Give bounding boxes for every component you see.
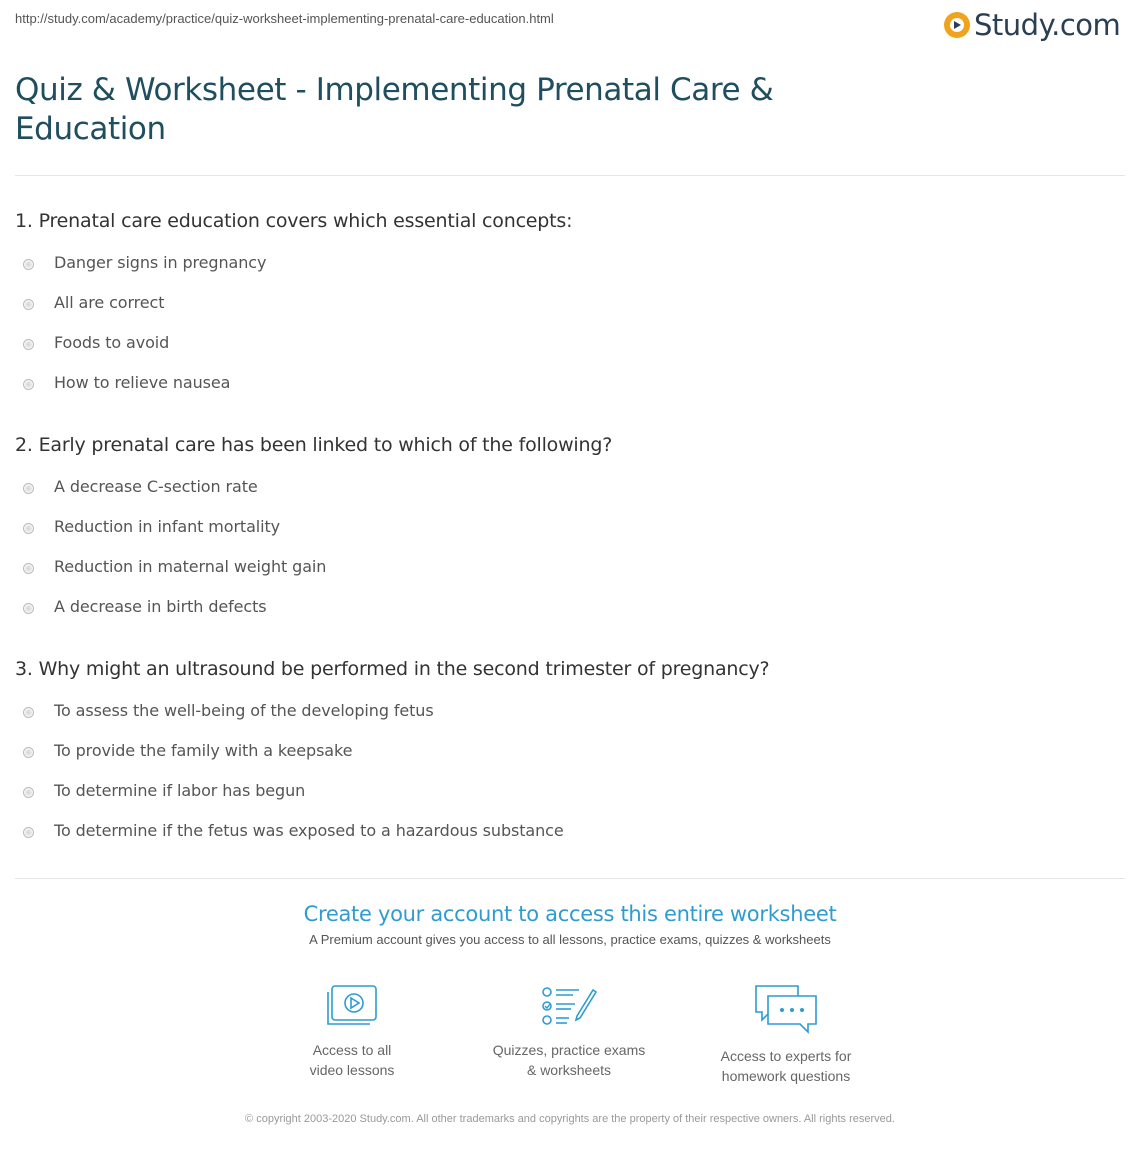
question-2 — [15, 434, 612, 637]
answer-option[interactable] — [15, 821, 769, 861]
answer-label: Danger signs in pregnancy — [54, 253, 267, 272]
answer-option[interactable] — [15, 517, 612, 557]
answer-option[interactable] — [15, 701, 769, 741]
quiz-checklist-icon — [541, 984, 597, 1028]
answer-label: How to relieve nausea — [54, 373, 231, 392]
answer-option[interactable] — [15, 373, 572, 413]
answer-option[interactable] — [15, 293, 572, 333]
radio-icon[interactable] — [23, 523, 34, 534]
answer-label: To assess the well-being of the developing fetus — [54, 701, 434, 720]
answer-label: To provide the family with a keepsake — [54, 741, 353, 760]
answer-option[interactable] — [15, 477, 612, 517]
feature-quizzes — [469, 984, 669, 1080]
radio-icon[interactable] — [23, 787, 34, 798]
expert-chat-icon — [754, 984, 818, 1034]
radio-icon[interactable] — [23, 603, 34, 614]
answer-option[interactable] — [15, 741, 769, 781]
radio-icon[interactable] — [23, 379, 34, 390]
feature-experts — [686, 984, 886, 1086]
answer-option[interactable] — [15, 333, 572, 373]
signup-cta — [0, 902, 1140, 947]
question-text: 1. Prenatal care education covers which essential concepts: — [15, 210, 573, 232]
answer-label: A decrease C-section rate — [54, 477, 258, 496]
radio-icon[interactable] — [23, 259, 34, 270]
answer-label: To determine if labor has begun — [54, 781, 306, 800]
copyright-footer: © copyright 2003-2020 Study.com. All other trademarks and copyrights are the property of their respective owners. All rights reserved. — [245, 1113, 895, 1125]
answer-label: To determine if the fetus was exposed to a hazardous substance — [54, 821, 564, 840]
radio-icon[interactable] — [23, 299, 34, 310]
radio-icon[interactable] — [23, 339, 34, 350]
question-3 — [15, 658, 769, 861]
logo-text: Study.com — [974, 8, 1121, 42]
divider — [15, 175, 1125, 176]
answer-option[interactable] — [15, 597, 612, 637]
feature-label-line2: video lessons — [309, 1062, 395, 1078]
feature-label-line1: Quizzes, practice exams — [492, 1042, 646, 1058]
divider — [15, 878, 1125, 879]
cta-title-link[interactable]: Create your account to access this entire worksheet — [303, 902, 837, 926]
feature-label-line2: & worksheets — [526, 1062, 612, 1078]
page-title: Quiz & Worksheet - Implementing Prenatal Care & Education — [15, 72, 774, 147]
feature-label-line1: Access to all — [312, 1042, 392, 1058]
play-logo-icon — [944, 12, 970, 38]
answer-list — [15, 701, 769, 861]
radio-icon[interactable] — [23, 707, 34, 718]
page-url: http://study.com/academy/practice/quiz-worksheet-implementing-prenatal-care-education.html — [15, 11, 554, 26]
question-text: 2. Early prenatal care has been linked to which of the following? — [15, 434, 613, 456]
radio-icon[interactable] — [23, 563, 34, 574]
feature-label-line1: Access to experts for — [720, 1048, 852, 1064]
radio-icon[interactable] — [23, 483, 34, 494]
study-com-logo[interactable] — [944, 8, 1120, 42]
radio-icon[interactable] — [23, 747, 34, 758]
answer-label: Reduction in infant mortality — [54, 517, 281, 536]
answer-label: Foods to avoid — [54, 333, 170, 352]
feature-label-line2: homework questions — [721, 1068, 851, 1084]
radio-icon[interactable] — [23, 827, 34, 838]
answer-label: A decrease in birth defects — [54, 597, 267, 616]
answer-option[interactable] — [15, 557, 612, 597]
feature-video-lessons — [252, 984, 452, 1080]
answer-option[interactable] — [15, 253, 572, 293]
question-1 — [15, 210, 572, 413]
answer-label: All are correct — [54, 293, 165, 312]
question-text: 3. Why might an ultrasound be performed in the second trimester of pregnancy? — [15, 658, 770, 680]
answer-label: Reduction in maternal weight gain — [54, 557, 327, 576]
answer-list — [15, 477, 612, 637]
answer-option[interactable] — [15, 781, 769, 821]
cta-subtitle: A Premium account gives you access to all lessons, practice exams, quizzes & worksheets — [309, 932, 831, 947]
answer-list — [15, 253, 572, 413]
video-lessons-icon — [326, 984, 378, 1028]
